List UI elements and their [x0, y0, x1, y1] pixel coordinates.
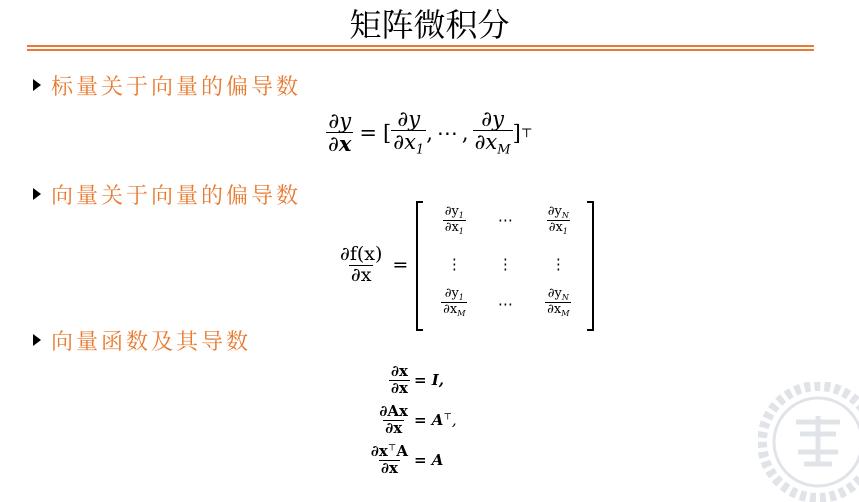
matrix-hdots: ⋯ [497, 211, 513, 229]
title-rule-top [27, 45, 814, 47]
right-bracket: ] [512, 120, 521, 145]
section-label: 向量函数及其导数 [51, 329, 252, 355]
derivative-row-identity: $\frac{\partial x}{\partial x}$ = I, [391, 361, 445, 397]
equation-jacobian [338, 200, 594, 330]
equation-scalar-gradient [326, 108, 533, 157]
matrix-cell-1-n: $\frac{\partial y_N}{\partial x_1}$ [547, 204, 569, 237]
section-heading-vector-vector [33, 181, 301, 207]
matrix-left-bracket [416, 201, 423, 331]
equation-vector-derivatives [368, 360, 488, 480]
left-bracket: [ [383, 120, 392, 145]
triangle-bullet-icon [33, 334, 41, 346]
fraction-dy-dxM: $\frac{\partial y}{\partial x_M}$ [474, 107, 511, 158]
section-heading-vector-function [33, 327, 251, 353]
ellipsis: ⋯ [436, 120, 458, 145]
fraction-dy-dx: $\frac{\partial y}{\partial x}$ [328, 109, 352, 157]
fraction-dy-dx1: $\frac{\partial y}{\partial x_1}$ [393, 107, 425, 158]
comma: , [426, 120, 433, 145]
title-rule-bottom [27, 49, 814, 51]
university-seal-icon [758, 382, 859, 502]
matrix-cell-m-1: $\frac{\partial y_1}{\partial x_M}$ [443, 286, 466, 319]
equals-sign: = [359, 120, 377, 145]
matrix-vdots: ⋮ [550, 255, 566, 273]
triangle-bullet-icon [33, 79, 41, 91]
fraction-dfx-dx: $\frac{\partial f(x)}{\partial x}$ [340, 242, 383, 286]
matrix-vdots: ⋮ [446, 255, 462, 273]
equals-sign: = [392, 254, 409, 276]
section-heading-scalar-vector [33, 72, 301, 98]
comma: , [461, 120, 469, 145]
page-title: 矩阵微积分 [349, 6, 510, 44]
jacobian-matrix [416, 201, 594, 329]
section-label: 向量关于向量的偏导数 [51, 183, 302, 209]
derivative-row-linear: $\frac{\partial Ax}{\partial x}$ = A⊤, [379, 401, 457, 437]
matrix-vdots: ⋮ [497, 255, 513, 273]
derivative-row-transpose: $\frac{\partial x^⊤A}{\partial x}$ = A [370, 441, 444, 477]
matrix-cell-m-n: $\frac{\partial y_N}{\partial x_M}$ [547, 286, 570, 319]
matrix-right-bracket [587, 201, 594, 331]
matrix-hdots: ⋯ [497, 295, 513, 313]
transpose-mark: ⊤ [520, 125, 533, 141]
section-label: 标量关于向量的偏导数 [51, 74, 302, 100]
matrix-cell-1-1: $\frac{\partial y_1}{\partial x_1}$ [444, 204, 464, 237]
triangle-bullet-icon [33, 188, 41, 200]
